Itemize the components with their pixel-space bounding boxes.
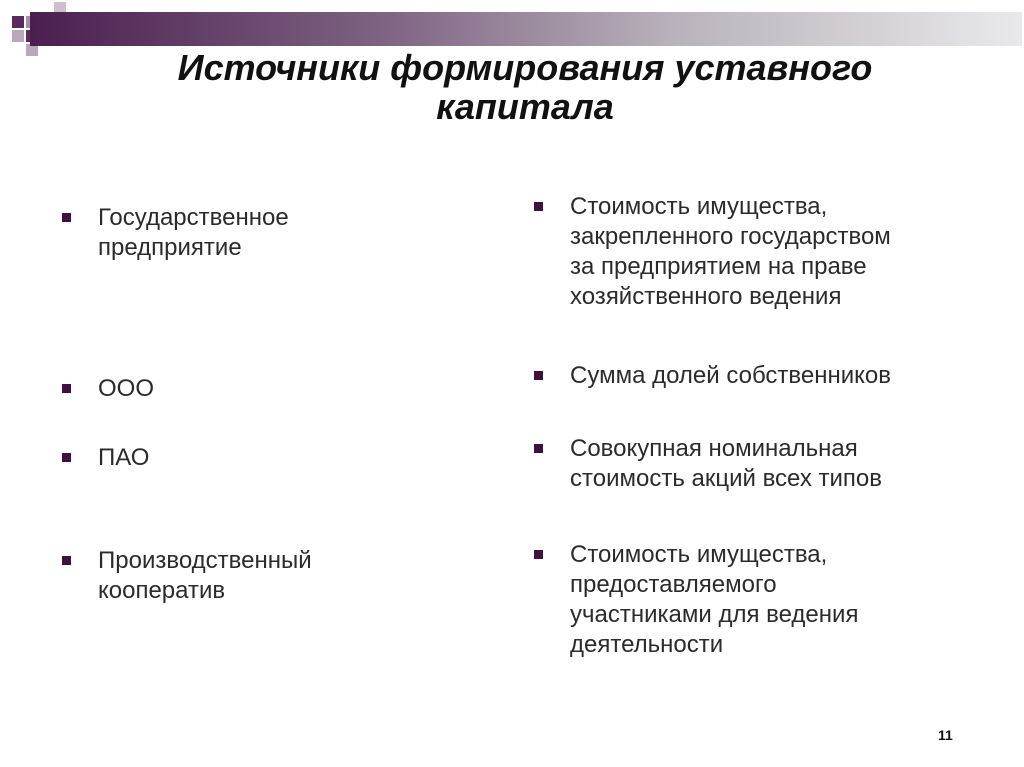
right-bullet-owners-shares xyxy=(570,361,891,391)
bullet-text-line: ООО xyxy=(98,375,155,402)
bullet-text-line: Совокупная номинальная xyxy=(570,435,858,462)
bullet-text-line: Стоимость имущества, xyxy=(570,193,828,220)
bullet-text-line: закрепленного государством xyxy=(570,223,891,250)
bullet-text-line: ПАО xyxy=(98,444,150,471)
bullet-square-icon xyxy=(62,384,71,393)
left-bullet-pao xyxy=(98,443,149,473)
bullet-text-line: хозяйственного ведения xyxy=(570,283,842,310)
right-bullet-state-property xyxy=(570,192,891,312)
bullet-square-icon xyxy=(62,556,71,565)
bullet-text-line: предприятие xyxy=(98,234,242,261)
bullet-square-icon xyxy=(62,453,71,462)
slide-title xyxy=(60,48,990,126)
bullet-text-line: Сумма долей собственников xyxy=(570,362,892,389)
bullet-square-icon xyxy=(534,444,543,453)
right-bullet-participants-property xyxy=(570,540,858,660)
title-line-1: Источники формирования уставного xyxy=(177,47,873,88)
bullet-square-icon xyxy=(62,213,71,222)
header-bar xyxy=(30,12,1022,46)
bullet-square-icon xyxy=(534,550,543,559)
bullet-text-line: предоставляемого xyxy=(570,571,777,598)
bullet-text-line: Стоимость имущества, xyxy=(570,541,828,568)
bullet-text-line: кооператив xyxy=(98,577,226,604)
decor-square xyxy=(12,30,24,42)
left-bullet-state-enterprise xyxy=(98,203,289,263)
left-bullet-cooperative xyxy=(98,546,312,606)
left-bullet-ooo xyxy=(98,374,154,404)
decor-square xyxy=(12,16,24,28)
page-number: 11 xyxy=(938,727,953,743)
right-bullet-nominal-value xyxy=(570,434,882,494)
bullet-text-line: деятельности xyxy=(570,631,724,658)
title-line-2: капитала xyxy=(436,86,614,127)
bullet-square-icon xyxy=(534,371,543,380)
bullet-text-line: Государственное xyxy=(98,204,289,231)
bullet-text-line: Производственный xyxy=(98,547,312,574)
bullet-text-line: за предприятием на праве xyxy=(570,253,867,280)
bullet-text-line: стоимость акций всех типов xyxy=(570,465,883,492)
bullet-square-icon xyxy=(534,202,543,211)
bullet-text-line: участниками для ведения xyxy=(570,601,859,628)
